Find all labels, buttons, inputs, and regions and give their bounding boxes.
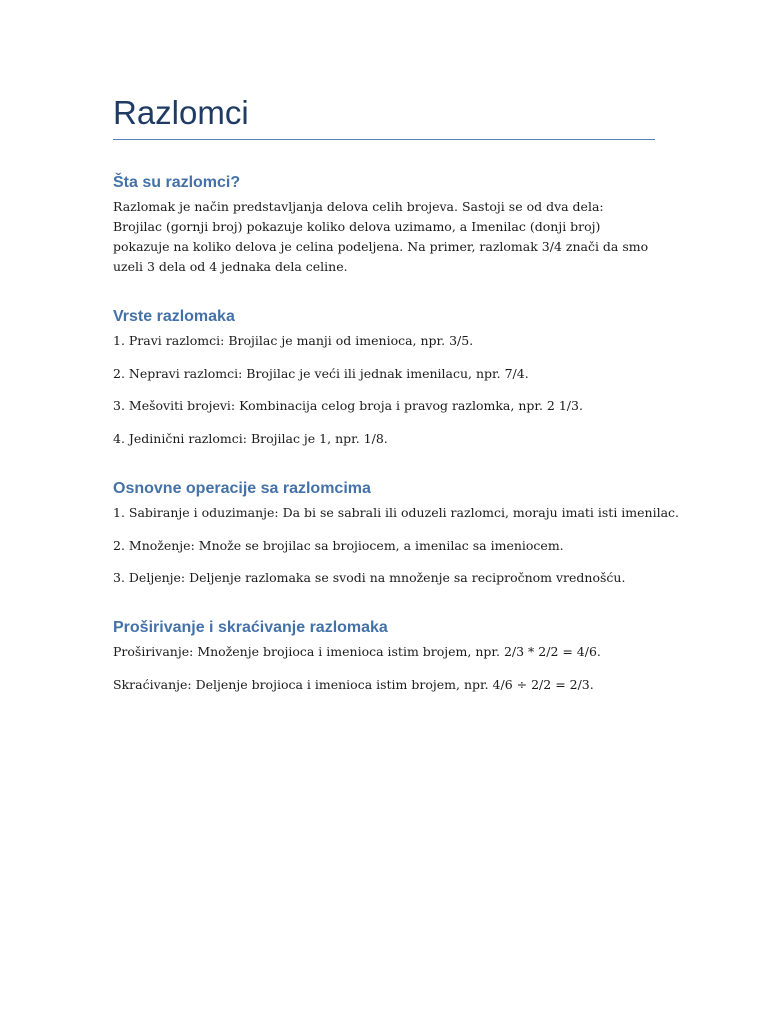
- section-heading: Proširivanje i skraćivanje razlomaka: [113, 619, 388, 636]
- list-item: 3. Mešoviti brojevi: Kombinacija celog broja i pravog razlomka, npr. 2 1/3.: [113, 398, 583, 413]
- list-item: 2. Nepravi razlomci: Brojilac je veći ili jednak imenilacu, npr. 7/4.: [113, 365, 529, 381]
- title-divider: [113, 139, 655, 140]
- list-item: 3. Deljenje: Deljenje razlomaka se svodi na množenje sa recipročnom vrednošću.: [113, 570, 626, 585]
- section-what-are-fractions: [113, 172, 655, 277]
- section-heading: Vrste razlomaka: [113, 308, 235, 325]
- list-item: 1. Sabiranje i oduzimanje: Da bi se sabrali ili oduzeli razlomci, moraju imati isti imenilac.: [113, 505, 680, 520]
- section-heading: Osnovne operacije sa razlomcima: [113, 480, 371, 497]
- document-title: Razlomci: [113, 94, 249, 131]
- section-expanding-reducing: [113, 617, 655, 695]
- list-item: Skraćivanje: Deljenje brojioca i imenioca istim brojem, npr. 4/6 ÷ 2/2 = 2/3.: [113, 676, 594, 692]
- section-fraction-types: [113, 306, 655, 449]
- list-item: 4. Jedinični razlomci: Brojilac je 1, npr. 1/8.: [113, 430, 388, 446]
- list-item: Proširivanje: Množenje brojioca i imenioca istim brojem, npr. 2/3 * 2/2 = 4/6.: [113, 644, 601, 659]
- list-item: 1. Pravi razlomci: Brojilac je manji od imenioca, npr. 3/5.: [113, 333, 474, 348]
- section-heading: Šta su razlomci?: [113, 174, 241, 191]
- section-paragraph: Razlomak je način predstavljanja delova celih brojeva. Sastoji se od dva dela: Brojilac (gornji broj) pokazuje koliko delova uzimamo, a Imenilac (donji broj) pokazuje na koliko delova je celina podeljena. Na primer, razlomak 3/4 znači da smo uzeli 3 dela od 4 jednaka dela celine.: [113, 199, 649, 274]
- list-item: 2. Množenje: Množe se brojilac sa brojiocem, a imenilac sa imeniocem.: [113, 537, 564, 553]
- section-basic-operations: [113, 478, 680, 588]
